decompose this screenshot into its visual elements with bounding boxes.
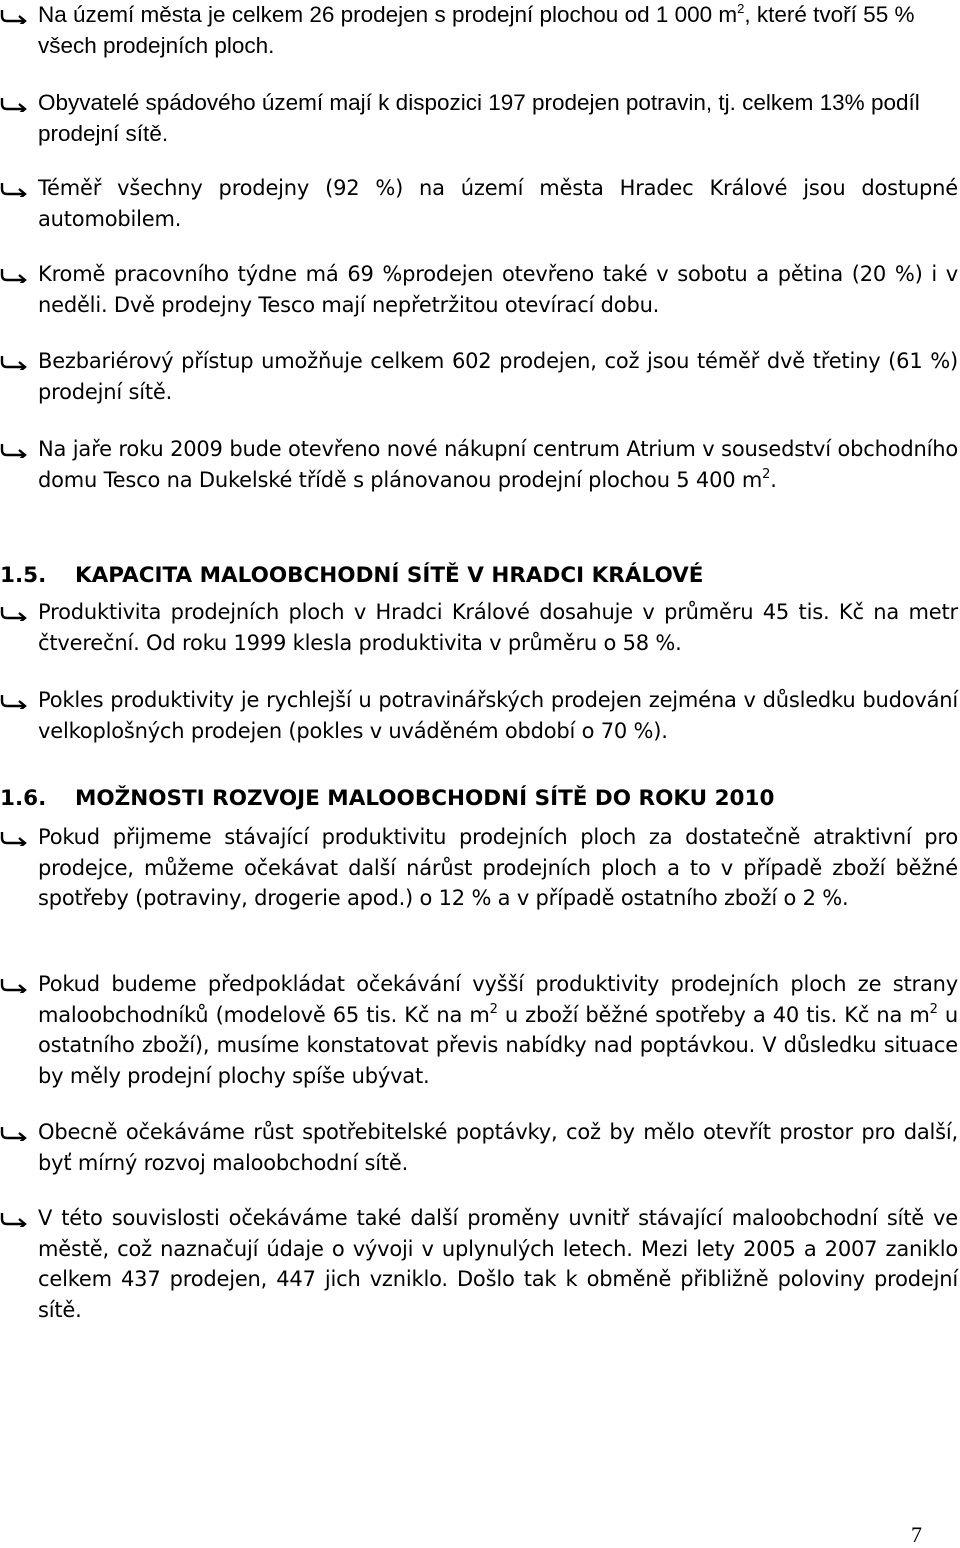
bullet-item (0, 259, 958, 320)
bullet-text: Bezbariérový přístup umožňuje celkem 602 prodejen, což jsou téměř dvě třetiny (61 %) prodejní sítě. (38, 349, 958, 404)
bullet-item (0, 434, 958, 495)
bullet-item (0, 822, 958, 914)
bullet-item (0, 597, 958, 658)
bullet-text: Na jaře roku 2009 bude otevřeno nové nákupní centrum Atrium v sousedství obchodního domu Tesco na Dukelské třídě s plánovanou prodejní plochou 5 400 $m^2$. (38, 437, 958, 492)
hook-arrow-icon (0, 96, 30, 112)
bullet-item (0, 969, 958, 1091)
hook-arrow-icon (0, 442, 30, 458)
bullet-text: Na území města je celkem 26 prodejen s prodejní plochou od 1 000 $m^2$, které tvoří 55 % všech prodejních ploch. (38, 1, 915, 58)
hook-arrow-icon (0, 1125, 30, 1141)
bullet-item (0, 173, 958, 234)
bullet-item (0, 1117, 958, 1178)
hook-arrow-icon (0, 1211, 30, 1227)
hook-arrow-icon (0, 267, 30, 283)
hook-arrow-icon (0, 8, 30, 24)
bullet-text: Obyvatelé spádového území mají k dispozici 197 prodejen potravin, tj. celkem 13% podíl prodejní sítě. (38, 90, 920, 146)
hook-arrow-icon (0, 181, 30, 197)
hook-arrow-icon (0, 830, 30, 846)
section-heading (0, 786, 900, 811)
hook-arrow-icon (0, 977, 30, 993)
hook-arrow-icon (0, 605, 30, 621)
section-number: 1.6. (0, 786, 47, 811)
bullet-text: V této souvislosti očekáváme také další proměny uvnitř stávající maloobchodní sítě ve městě, což naznačují údaje o vývoji v uplynulých letech. Mezi lety 2005 a 2007 zaniklo celkem 437 prodejen, 447 jich vzniklo. Došlo tak k obměně přibližně poloviny prodejní sítě. (38, 1206, 958, 1322)
hook-arrow-icon (0, 693, 30, 709)
page-number: 7 (911, 1522, 922, 1547)
bullet-item (0, 88, 958, 149)
bullet-item (0, 1203, 958, 1325)
bullet-text: Pokud přijmeme stávající produktivitu prodejních ploch za dostatečně atraktivní pro prodejce, můžeme očekávat další nárůst prodejních ploch a to v případě zboží běžné spotřeby (potraviny, drogerie apod.) o 12 % a v případě ostatního zboží o 2 %. (38, 825, 958, 910)
bullet-text: Kromě pracovního týdne má 69 %prodejen otevřeno také v sobotu a pětina (20 %) i v neděli. Dvě prodejny Tesco mají nepřetržitou otevírací dobu. (38, 262, 958, 317)
section-number: 1.5. (0, 563, 47, 588)
bullet-item (0, 0, 958, 61)
section-title: KAPACITA MALOOBCHODNÍ SÍTĚ V HRADCI KRÁLOVÉ (75, 563, 704, 588)
bullet-text: Pokud budeme předpokládat očekávání vyšší produktivity prodejních ploch ze strany maloobchodníků (modelově 65 tis. Kč na $m^2$ u zboží běžné spotřeby a 40 tis. Kč na $m^2$ u ostatního zboží), musíme konstatovat převis nabídky nad poptávkou. V důsledku situace by měly prodejní plochy spíše ubývat. (38, 972, 958, 1088)
bullet-text: Obecně očekáváme růst spotřebitelské poptávky, což by mělo otevřít prostor pro další, byť mírný rozvoj maloobchodní sítě. (38, 1120, 958, 1175)
bullet-item (0, 346, 958, 407)
bullet-text: Téměř všechny prodejny (92 %) na území města Hradec Králové jsou dostupné automobilem. (38, 176, 958, 231)
section-heading (0, 563, 900, 588)
section-title: MOŽNOSTI ROZVOJE MALOOBCHODNÍ SÍTĚ DO ROKU 2010 (75, 786, 775, 811)
hook-arrow-icon (0, 354, 30, 370)
bullet-text: Pokles produktivity je rychlejší u potravinářských prodejen zejména v důsledku budování velkoplošných prodejen (pokles v uváděném období o 70 %). (38, 688, 958, 743)
bullet-item (0, 685, 958, 746)
bullet-text: Produktivita prodejních ploch v Hradci Králové dosahuje v průměru 45 tis. Kč na metr čtvereční. Od roku 1999 klesla produktivita v průměru o 58 %. (38, 600, 958, 655)
